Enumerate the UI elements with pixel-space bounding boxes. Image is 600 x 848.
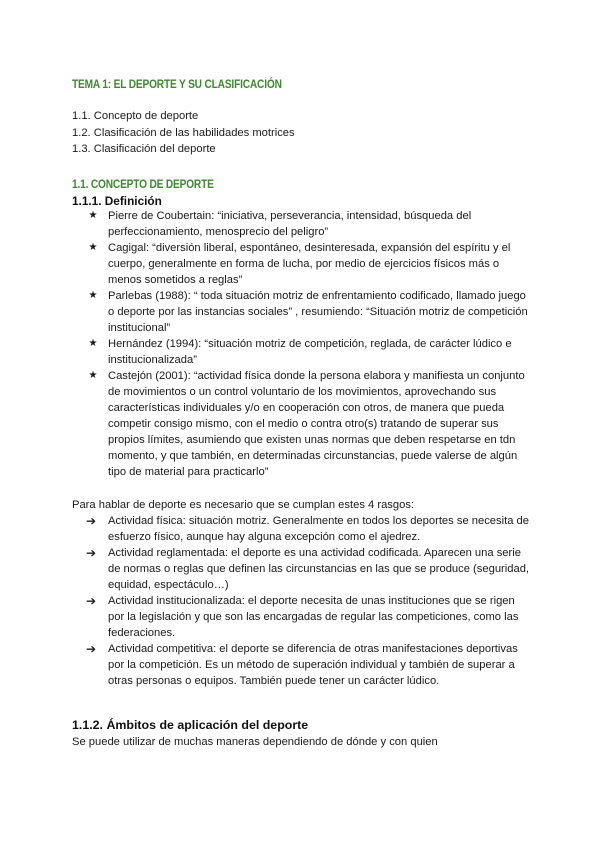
list-item <box>72 513 532 545</box>
list-item <box>72 208 532 240</box>
arrow-bullet-icon: ➔ <box>85 594 97 608</box>
table-of-contents <box>72 108 295 158</box>
list-item <box>72 593 532 641</box>
definition-text: Cagigal: “diversión liberal, espontáneo, desinteresada, expansión del espíritu y el cuerpo, generalmente en forma de lucha, por medio de ejercicios físicos más o menos sometidos a reglas” <box>108 242 511 286</box>
list-item <box>72 545 532 593</box>
rasgo-text: Actividad institucionalizada: el deporte necesita de unas instituciones que se rigen por la legislación y que son las encargadas de regular las competiciones, como las federaciones. <box>108 595 519 639</box>
document-title: TEMA 1: EL DEPORTE Y SU CLASIFICACIÓN <box>72 77 282 91</box>
toc-item: 1.3. Clasificación del deporte <box>72 143 216 155</box>
star-bullet-icon: ★ <box>88 370 98 381</box>
rasgos-intro: Para hablar de deporte es necesario que se cumplan estes 4 rasgos: <box>72 499 415 511</box>
list-item <box>72 641 532 689</box>
subsection-heading-ambitos: 1.1.2. Ámbitos de aplicación del deporte <box>72 718 309 732</box>
rasgo-text: Actividad reglamentada: el deporte es una actividad codificada. Aparecen una serie de normas o reglas que definen las circunstancias en las que se produce (seguridad, equidad, espectáculo…) <box>108 547 530 591</box>
arrow-bullet-icon: ➔ <box>85 642 97 656</box>
definition-text: Pierre de Coubertain: “iniciativa, perseverancia, intensidad, búsqueda del perfeccionamiento, menosprecio del peligro” <box>108 210 472 238</box>
list-item <box>72 368 532 480</box>
star-bullet-icon: ★ <box>88 338 98 349</box>
list-item <box>72 288 532 336</box>
arrow-bullet-icon: ➔ <box>85 546 97 560</box>
definitions-list <box>72 208 532 480</box>
section-heading: 1.1. CONCEPTO DE DEPORTE <box>72 177 214 191</box>
star-bullet-icon: ★ <box>88 210 98 221</box>
toc-item: 1.1. Concepto de deporte <box>72 110 199 122</box>
subsection-heading-definicion: 1.1.1. Definición <box>72 194 162 208</box>
toc-item: 1.2. Clasificación de las habilidades motrices <box>72 126 295 139</box>
list-item <box>72 336 532 368</box>
definition-text: Castejón (2001): “actividad física donde la persona elabora y manifiesta un conjunto de movimientos o un control voluntario de los movimientos, aprovechando sus características individuales y/o en cooperación con otros, de manera que pueda competir consigo mismo, con el medio o contra otro(s) tratando de superar sus propios límites, asumiendo que existen unas normas que deben respetarse en tdn momento, y que también, en determinadas circunstancias, puede valerse de algún tipo de material para practicarlo” <box>108 370 525 478</box>
rasgos-list <box>72 513 532 689</box>
definition-text: Parlebas (1988): “ toda situación motriz de enfrentamiento codificado, llamado juego o deporte por las instancias sociales” , resumiendo: “Situación motriz de competición institucional” <box>108 290 528 334</box>
ambitos-paragraph: Se puede utilizar de muchas maneras dependiendo de dónde y con quien <box>72 736 438 748</box>
list-item <box>72 240 532 288</box>
star-bullet-icon: ★ <box>88 290 98 301</box>
rasgo-text: Actividad física: situación motriz. Generalmente en todos los deportes se necesita de esfuerzo físico, aunque hay alguna excepción como el ajedrez. <box>108 515 529 543</box>
arrow-bullet-icon: ➔ <box>85 514 97 528</box>
star-bullet-icon: ★ <box>88 242 98 253</box>
rasgo-text: Actividad competitiva: el deporte se diferencia de otras manifestaciones deportivas por la competición. Es un método de superación individual y también de superar a otras personas o equipos. También puede tener un carácter lúdico. <box>108 643 518 687</box>
definition-text: Hernández (1994): “situación motriz de competición, reglada, de carácter lúdico e institucionalizada” <box>108 338 512 366</box>
